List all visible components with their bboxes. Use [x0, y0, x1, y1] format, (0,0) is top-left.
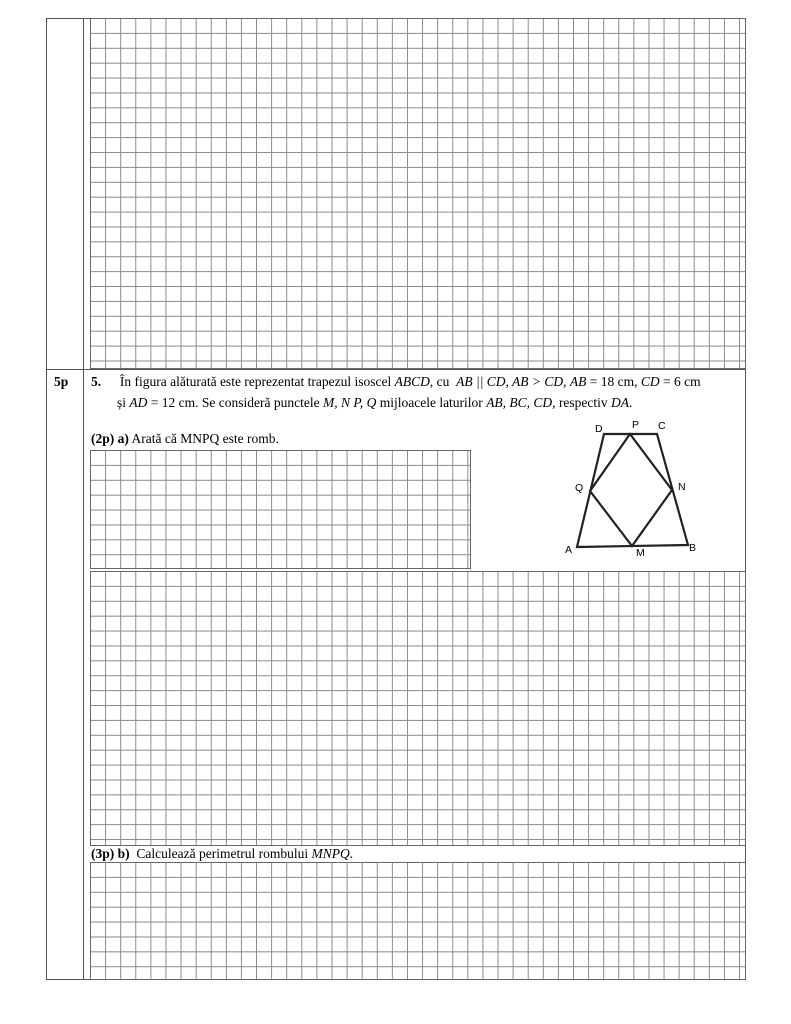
part-a-letter: a) — [117, 431, 129, 446]
answer-grid-a-large[interactable] — [90, 571, 746, 846]
respectiv-text: respectiv — [558, 395, 608, 410]
part-a-points: (2p) — [91, 431, 115, 446]
label-p: P — [632, 419, 640, 431]
problem-text-si: și — [117, 395, 127, 410]
part-b-points: (3p) — [91, 846, 115, 861]
ad-value: = 12 cm. Se consideră punctele — [150, 395, 320, 410]
part-b-letter: b) — [117, 846, 130, 861]
rhombus-mnpq — [590, 434, 672, 546]
trapezoid-name: ABCD — [394, 374, 430, 389]
part-b-prompt — [91, 846, 353, 862]
ad-label: AD — [129, 395, 148, 410]
row-divider — [46, 369, 746, 370]
problem-number: 5. — [91, 374, 102, 389]
part-b-text: Calculează perimetrul rombului — [136, 846, 309, 861]
points-list: M, N P, Q — [322, 395, 377, 410]
midpoints-text: mijloacele laturilor — [379, 395, 483, 410]
cd-label: CD — [640, 374, 660, 389]
label-b: B — [689, 542, 697, 554]
part-b-period: . — [349, 846, 354, 861]
part-a-text: Arată că MNPQ este romb. — [131, 431, 279, 446]
period: . — [629, 395, 633, 410]
problem-text-a: În figura alăturată este reprezentat trapezul isoscel — [119, 374, 392, 389]
points-label: 5p — [54, 374, 69, 389]
ab-label: AB — [569, 374, 587, 389]
answer-grid-b[interactable] — [90, 862, 746, 980]
table-left-border — [46, 18, 47, 980]
label-q: Q — [575, 482, 584, 494]
parallel-condition: AB || CD, AB > CD, — [456, 374, 567, 389]
label-d: D — [595, 423, 603, 435]
label-n: N — [678, 481, 686, 493]
sides-list: AB, BC, CD, — [486, 395, 556, 410]
label-c: C — [658, 420, 666, 432]
part-a-prompt — [91, 431, 279, 447]
ab-value: = 18 cm, — [589, 374, 638, 389]
answer-grid-top[interactable] — [90, 18, 746, 369]
problem-line-2 — [117, 395, 632, 411]
cd-value: = 6 cm — [663, 374, 701, 389]
problem-line-1 — [91, 374, 701, 390]
da-label: DA — [611, 395, 630, 410]
part-b-rhombus-name: MNPQ — [311, 846, 350, 861]
column-divider — [83, 18, 84, 980]
label-m: M — [636, 547, 645, 559]
problem-text-cu: , cu — [429, 374, 450, 389]
label-a: A — [565, 544, 573, 556]
answer-grid-a-small[interactable] — [90, 450, 471, 569]
